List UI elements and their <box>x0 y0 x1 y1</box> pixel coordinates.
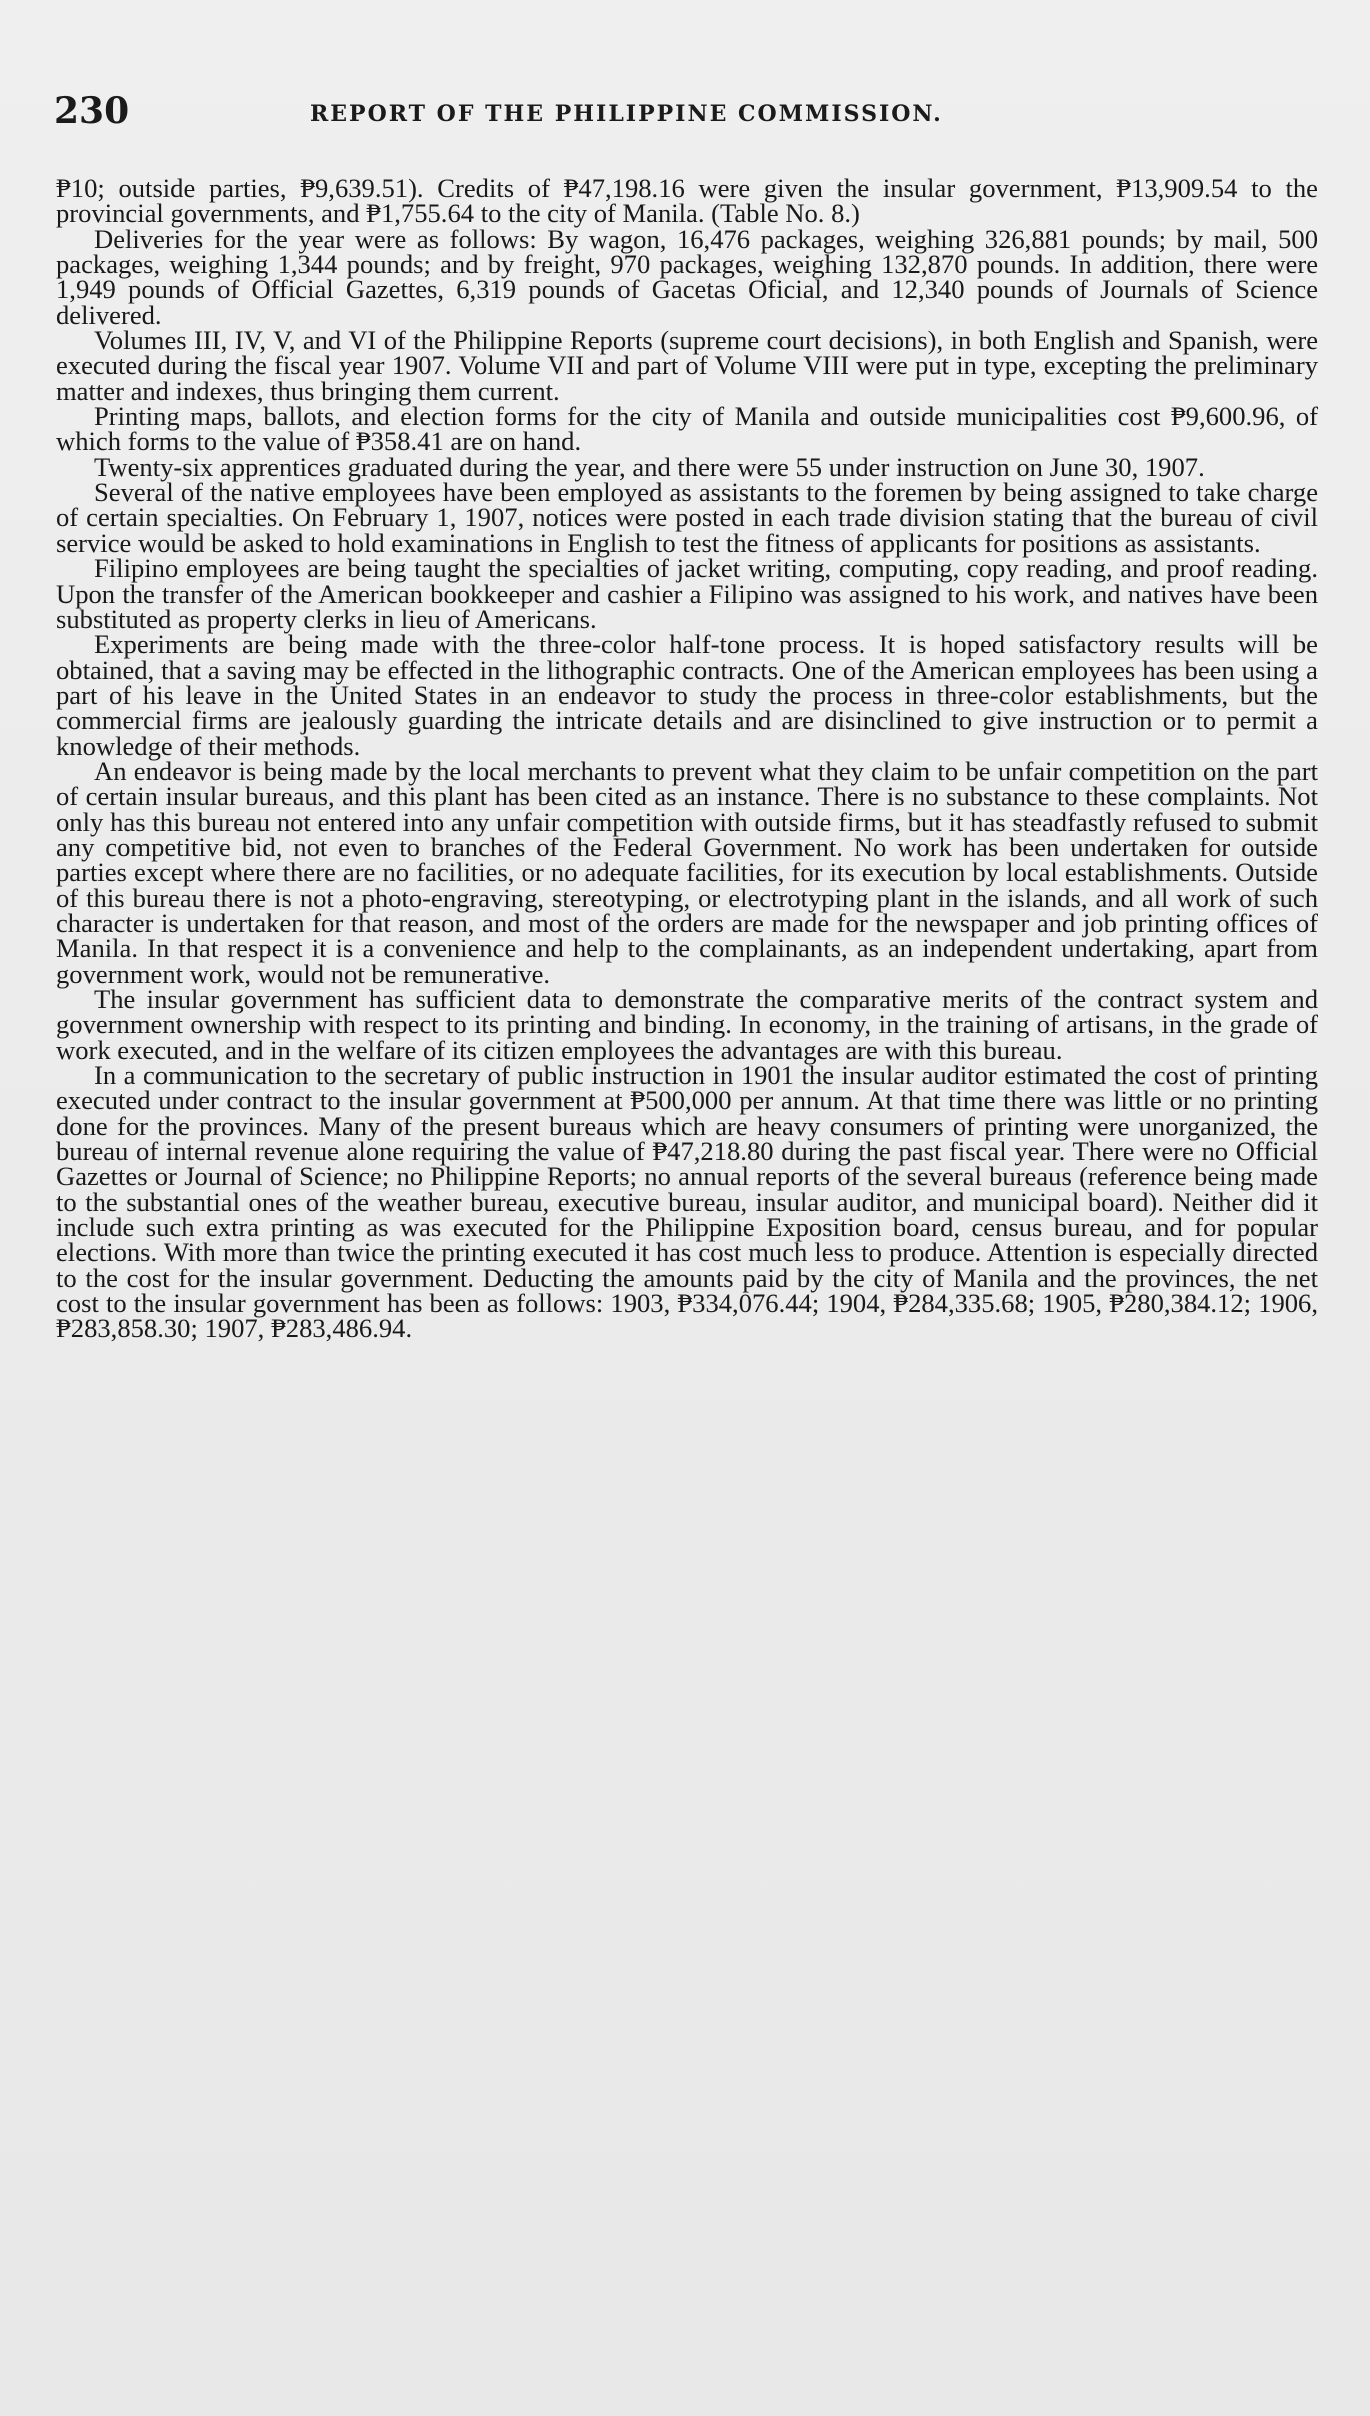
paragraph-credits: ₱10; outside parties, ₱9,639.51). Credits of ₱47,198.16 were given the insular government, ₱13,909.54 to the provincial governments, and ₱1,755.64 to the city of Manila. (Table No. 8.) <box>56 173 1318 229</box>
paragraph-deliveries: Deliveries for the year were as follows: By wagon, 16,476 packages, weighing 326,881 pounds; by mail, 500 packages, weighing 1,344 pounds; and by freight, 970 packages, weighing 132,870 pounds. In addition, there were 1,949 pounds of Official Gazettes, 6,319 pounds of Gacetas Oficial, and 12,340 pounds of Journals of Science delivered. <box>56 223 1318 330</box>
body-text <box>56 173 1318 1344</box>
paragraph-native-employees: Several of the native employees have been employed as assistants to the foremen by being assigned to take charge of certain specialties. On February 1, 1907, notices were posted in each trade division stating that the bureau of civil service would be asked to hold examinations in English to test the fitness of applicants for positions as assistants. <box>56 477 1318 558</box>
paragraph-printing-maps: Printing maps, ballots, and election forms for the city of Manila and outside municipalities cost ₱9,600.96, of which forms to the value of ₱358.41 are on hand. <box>56 401 1318 457</box>
running-head: REPORT OF THE PHILIPPINE COMMISSION. <box>310 101 943 127</box>
paragraph-philippine-reports: Volumes III, IV, V, and VI of the Philippine Reports (supreme court decisions), in both English and Spanish, were executed during the fiscal year 1907. Volume VII and part of Volume VIII were put in type, excepting the preliminary matter and indexes, thus bringing them current. <box>56 325 1318 406</box>
paragraph-filipino-employees: Filipino employees are being taught the specialties of jacket writing, computing, copy reading, and proof reading. Upon the transfer of the American bookkeeper and cashier a Filipino was assigned to his work, and natives have been substituted as property clerks in lieu of Americans. <box>56 553 1318 634</box>
paragraph-printing-cost: In a communication to the secretary of public instruction in 1901 the insular auditor estimated the cost of printing executed under contract to the insular government at ₱500,000 per annum. At that time there was little or no printing done for the provinces. Many of the present bureaus which are heavy consumers of printing were unorganized, the bureau of internal revenue alone requiring the value of ₱47,218.80 during the past fiscal year. There were no Official Gazettes or Journal of Science; no Philippine Reports; no annual reports of the several bureaus (reference being made to the substantial ones of the weather bureau, executive bureau, insular auditor, and municipal board). Neither did it include such extra printing as was executed for the Philippine Exposition board, census bureau, and for popular elections. With more than twice the printing executed it has cost much less to produce. Attention is especially directed to the cost for the insular government. Deducting the amounts paid by the city of Manila and the provinces, the net cost to the insular government has been as follows: 1903, ₱334,076.44; 1904, ₱284,335.68; 1905, ₱280,384.12; 1906, ₱283,858.30; 1907, ₱283,486.94. <box>56 1060 1318 1344</box>
page-header <box>54 88 1316 134</box>
paragraph-experiments: Experiments are being made with the three-color half-tone process. It is hoped satisfactory results will be obtained, that a saving may be effected in the lithographic contracts. One of the American employees has been using a part of his leave in the United States in an endeavor to study the process in three-color establishments, but the commercial firms are jealously guarding the intricate details and are disinclined to give instruction or to permit a knowledge of their methods. <box>56 629 1318 761</box>
paragraph-insular-government: The insular government has sufficient data to demonstrate the comparative merits of the contract system and government ownership with respect to its printing and binding. In economy, in the training of artisans, in the grade of work executed, and in the welfare of its citizen employees the advantages are with this bureau. <box>56 984 1318 1065</box>
paragraph-apprentices: Twenty-six apprentices graduated during the year, and there were 55 under instruction on June 30, 1907. <box>94 451 1205 482</box>
paragraph-unfair-competition: An endeavor is being made by the local merchants to prevent what they claim to be unfair competition on the part of certain insular bureaus, and this plant has been cited as an instance. There is no substance to these complaints. Not only has this bureau not entered into any unfair competition with outside firms, but it has steadfastly refused to submit any competitive bid, not even to branches of the Federal Government. No work has been undertaken for outside parties except where there are no facilities, or no adequate facilities, for its execution by local establishments. Outside of this bureau there is not a photo-engraving, stereotyping, or electrotyping plant in the islands, and all work of such character is undertaken for that reason, and most of the orders are made for the newspaper and job printing offices of Manila. In that respect it is a convenience and help to the complainants, as an independent undertaking, apart from government work, would not be remunerative. <box>56 755 1318 989</box>
page-number: 230 <box>54 90 130 132</box>
